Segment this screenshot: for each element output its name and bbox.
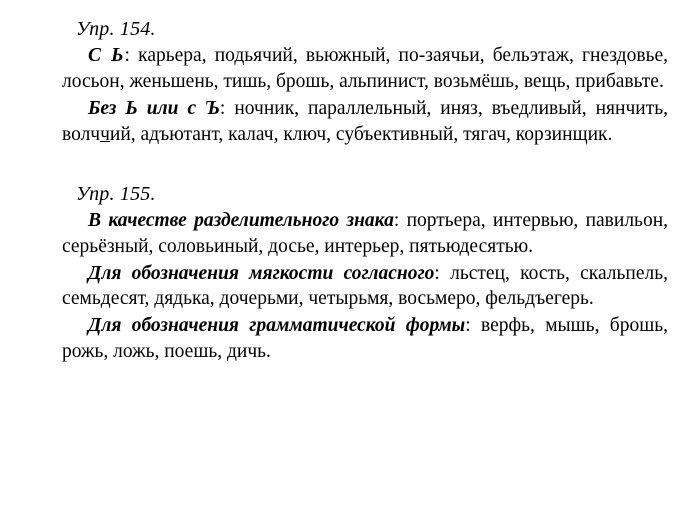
exercise-154-item-1-lead: С Ь (88, 45, 125, 66)
section-spacer (62, 149, 674, 183)
exercise-154-item-1-text: карьера, подьячий, вьюжный, по-заячьи, бельэтаж, гнездовье, лосьон, женьшень, тишь, брошь, альпинист, возьмёшь, вещь, прибавьте. (62, 45, 668, 92)
exercise-155-item-3-colon: : (465, 315, 471, 337)
exercise-154-item-2-text-b: ий, адъютант, калач, ключ, субъективный, тягач, корзин (109, 123, 573, 145)
exercise-155-item-2-colon: : (434, 262, 440, 284)
exercise-155-item-1 (62, 208, 674, 260)
exercise-155-item-2-lead: Для обозначения мягкости согласного (88, 262, 435, 284)
exercise-154 (62, 18, 674, 148)
exercise-154-item-2-underline-a: ч (100, 123, 110, 145)
exercise-155-item-2 (62, 261, 674, 313)
exercise-155-item-1-lead: В качестве разделительного знака (88, 209, 394, 231)
exercise-155-item-3-text: верфь, мышь, брошь, рожь, ложь, поешь, дичь. (62, 315, 668, 363)
exercise-154-item-2-lead: Без Ь или с Ъ (88, 97, 220, 119)
exercise-155-item-1-colon: : (393, 209, 400, 231)
exercise-155-title: Упр. 155. (76, 182, 156, 205)
exercise-154-item-1-colon: : (124, 45, 130, 66)
exercise-155 (62, 183, 674, 366)
exercise-154-item-2-text-a: ночник, параллельный, иняз, въедливый, нянчить, волч (62, 97, 668, 145)
exercise-155-item-3-lead: Для обозначения грамматической формы (88, 315, 466, 337)
exercise-154-item-1 (62, 43, 674, 95)
exercise-155-item-3 (62, 313, 674, 365)
exercise-154-item-2 (62, 96, 674, 148)
exercise-154-item-2-colon: : (219, 97, 226, 119)
exercise-155-item-2-text: льстец, кость, скальпель, семьдесят, дядька, дочерьми, четырьмя, восьмеро, фельдъегерь. (62, 262, 668, 310)
exercise-154-title: Упр. 154. (76, 18, 156, 40)
exercise-154-item-2-text-c: щик. (572, 123, 613, 145)
exercise-155-item-1-text: портьера, интервью, павильон, серьёзный, соловьиный, досье, интерьер, пятьюдесятью. (62, 209, 668, 257)
